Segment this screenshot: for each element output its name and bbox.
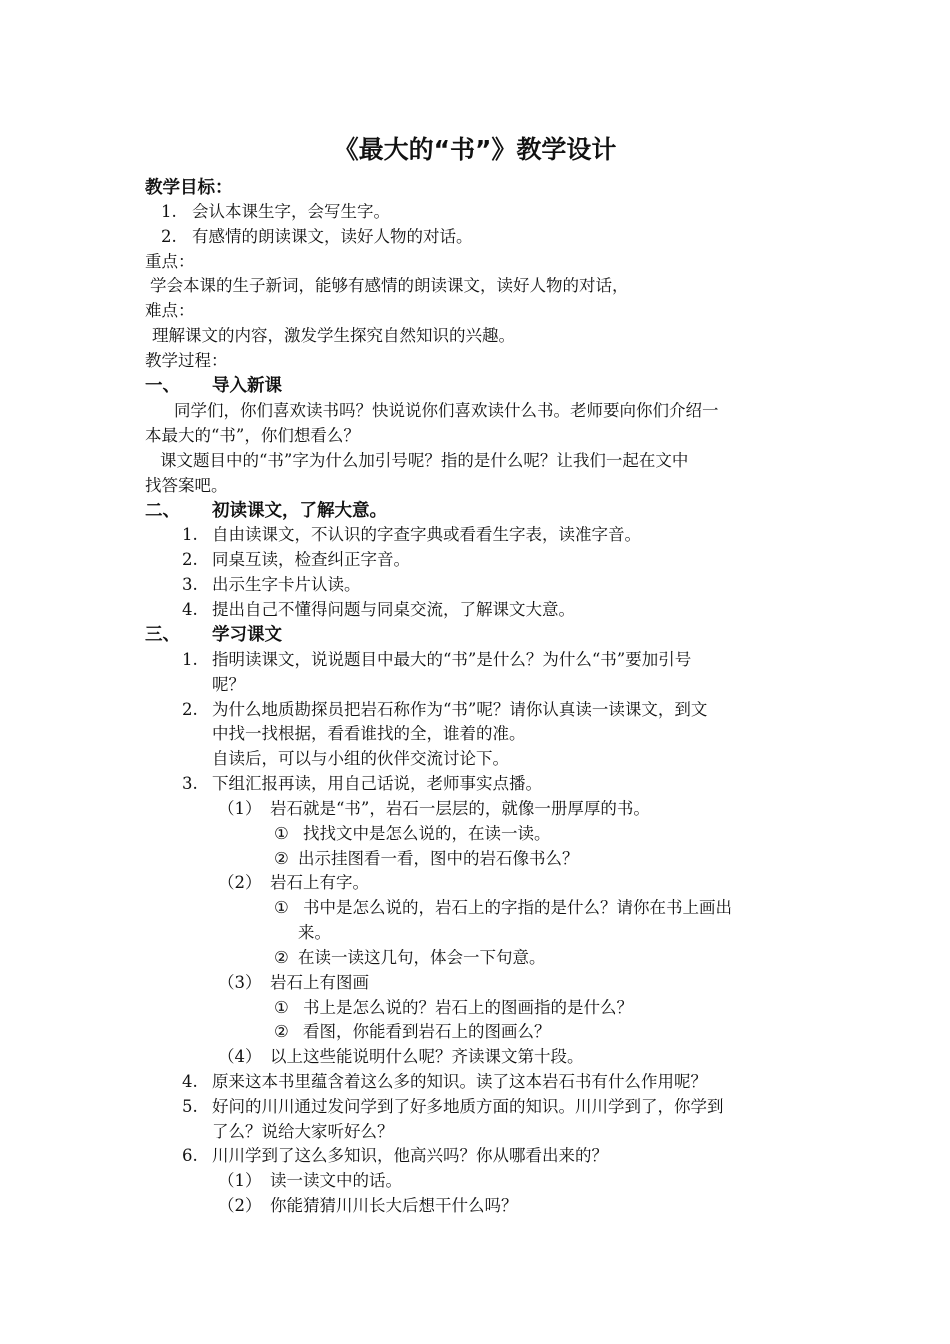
list-item: 出示生字卡片认读。 bbox=[212, 575, 361, 594]
circled-number: ② bbox=[274, 1022, 289, 1041]
sub-sub-item: 出示挂图看一看，图中的岩石像书么？ bbox=[298, 849, 579, 868]
paragraph-line: 同学们，你们喜欢读书吗？快说说你们喜欢读什么书。老师要向你们介绍一 bbox=[174, 401, 719, 420]
list-item: 川川学到了这么多知识，他高兴吗？你从哪看出来的？ bbox=[212, 1146, 608, 1165]
sub-item-number: （2） bbox=[218, 1196, 262, 1215]
process-label: 教学过程： bbox=[145, 351, 228, 370]
section-heading: 初读课文，了解大意。 bbox=[212, 501, 387, 521]
sub-sub-item: 找找文中是怎么说的，在读一读。 bbox=[303, 824, 551, 843]
circled-number: ① bbox=[274, 824, 289, 843]
sub-item: 岩石就是“书”，岩石一层层的，就像一册厚厚的书。 bbox=[270, 799, 650, 818]
section-number: 一、 bbox=[145, 376, 180, 396]
list-number: 1. bbox=[182, 525, 198, 544]
section-number: 二、 bbox=[145, 501, 180, 521]
list-number: 2. bbox=[182, 700, 198, 719]
list-number: 5. bbox=[182, 1097, 198, 1116]
list-number: 3. bbox=[182, 774, 198, 793]
circled-number: ② bbox=[274, 849, 289, 868]
list-item: 同桌互读，检查纠正字音。 bbox=[212, 550, 410, 569]
sub-item-number: （2） bbox=[218, 873, 262, 892]
sub-item-number: （1） bbox=[218, 1171, 262, 1190]
list-item: 下组汇报再读，用自己话说，老师事实点播。 bbox=[212, 774, 542, 793]
difficulty-label: 难点： bbox=[145, 301, 195, 320]
section-heading: 导入新课 bbox=[212, 376, 282, 396]
list-number: 2. bbox=[182, 550, 198, 569]
sub-item: 岩石上有字。 bbox=[270, 873, 369, 892]
list-item: 自由读课文，不认识的字查字典或看看生字表，读准字音。 bbox=[212, 525, 641, 544]
objective-number: 2. bbox=[161, 227, 177, 246]
list-number: 3. bbox=[182, 575, 198, 594]
objective-text: 会认本课生字，会写生字。 bbox=[192, 202, 390, 221]
section-heading: 学习课文 bbox=[212, 625, 282, 645]
list-number: 6. bbox=[182, 1146, 198, 1165]
sub-sub-item: 书上是怎么说的？岩石上的图画指的是什么？ bbox=[303, 998, 633, 1017]
sub-sub-item-continued: 来。 bbox=[298, 923, 331, 942]
list-item: 提出自己不懂得问题与同桌交流，了解课文大意。 bbox=[212, 600, 575, 619]
sub-sub-item: 看图，你能看到岩石上的图画么？ bbox=[303, 1022, 551, 1041]
list-item: 好问的川川通过发问学到了好多地质方面的知识。川川学到了，你学到 bbox=[212, 1097, 724, 1116]
document-title: 《最大的“书”》教学设计 bbox=[333, 135, 617, 164]
circled-number: ① bbox=[274, 998, 289, 1017]
paragraph-line: 课文题目中的“书”字为什么加引号呢？指的是什么呢？让我们一起在文中 bbox=[160, 451, 689, 470]
key-point-text: 学会本课的生子新词，能够有感情的朗读课文，读好人物的对话， bbox=[150, 276, 629, 295]
list-item: 指明读课文，说说题目中最大的“书”是什么？为什么“书”要加引号 bbox=[212, 650, 692, 669]
list-number: 4. bbox=[182, 1072, 198, 1091]
sub-item: 你能猜猜川川长大后想干什么吗？ bbox=[270, 1196, 518, 1215]
difficulty-text: 理解课文的内容，激发学生探究自然知识的兴趣。 bbox=[152, 326, 515, 345]
section-number: 三、 bbox=[145, 625, 180, 645]
sub-item-number: （4） bbox=[218, 1047, 262, 1066]
list-item-continued: 中找一找根据，看看谁找的全，谁着的准。 bbox=[212, 724, 526, 743]
list-item: 原来这本书里蕴含着这么多的知识。读了这本岩石书有什么作用呢？ bbox=[212, 1072, 707, 1091]
paragraph-line: 找答案吧。 bbox=[145, 476, 228, 495]
sub-item: 读一读文中的话。 bbox=[270, 1171, 402, 1190]
objective-text: 有感情的朗读课文，读好人物的对话。 bbox=[192, 227, 473, 246]
circled-number: ① bbox=[274, 898, 289, 917]
list-item-continued: 了么？说给大家听好么？ bbox=[212, 1122, 394, 1141]
sub-item: 岩石上有图画 bbox=[270, 973, 369, 992]
paragraph-line: 本最大的“书”，你们想看么？ bbox=[145, 426, 360, 445]
sub-item: 以上这些能说明什么呢？齐读课文第十段。 bbox=[270, 1047, 584, 1066]
list-number: 1. bbox=[182, 650, 198, 669]
objective-number: 1. bbox=[161, 202, 177, 221]
list-item-continued: 自读后，可以与小组的伙伴交流讨论下。 bbox=[212, 749, 509, 768]
sub-item-number: （3） bbox=[218, 973, 262, 992]
sub-sub-item: 在读一读这几句，体会一下句意。 bbox=[298, 948, 546, 967]
list-number: 4. bbox=[182, 600, 198, 619]
circled-number: ② bbox=[274, 948, 289, 967]
key-point-label: 重点： bbox=[145, 252, 195, 271]
sub-item-number: （1） bbox=[218, 799, 262, 818]
list-item-continued: 呢？ bbox=[212, 675, 245, 694]
sub-sub-item: 书中是怎么说的，岩石上的字指的是什么？请你在书上画出 bbox=[303, 898, 732, 917]
list-item: 为什么地质勘探员把岩石称作为“书”呢？请你认真读一读课文，到文 bbox=[212, 700, 708, 719]
objectives-heading: 教学目标： bbox=[145, 178, 233, 198]
